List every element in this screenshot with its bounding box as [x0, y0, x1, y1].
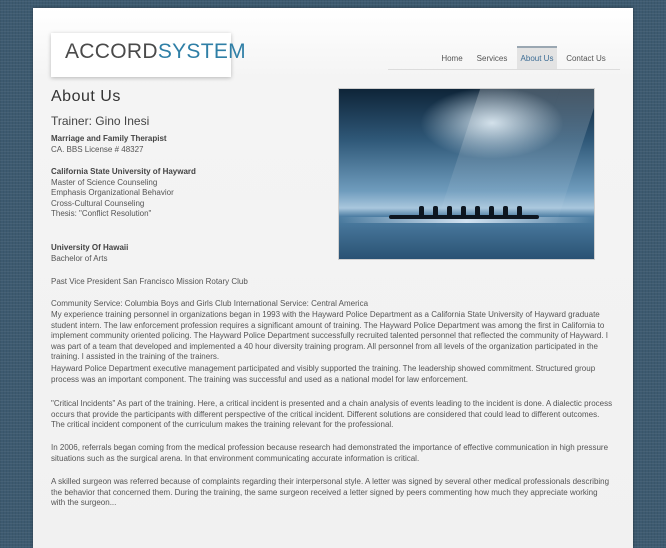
paragraph-2: Hayward Police Department executive management participated and visibly supported the training. The leadership showed commitment. Structured group process was an important component. The training was successful and used as a national model for law enforcement. — [51, 364, 596, 384]
license-text: CA. BBS License # 48327 — [51, 145, 144, 154]
page-title: About Us — [51, 88, 121, 105]
nav-underline — [388, 69, 620, 70]
nav-contact-us[interactable]: Contact Us — [566, 54, 606, 63]
trainer-heading: Trainer: Gino Inesi — [51, 114, 150, 128]
emphasis-text: Emphasis Organizational Behavior — [51, 188, 174, 197]
rowing-photo — [338, 88, 595, 260]
cross-cultural-text: Cross-Cultural Counseling — [51, 199, 145, 208]
paragraph-3b: The critical incident component of the curriculum makes the training relevant for the professional. — [51, 420, 394, 429]
nav-services[interactable]: Services — [476, 54, 508, 63]
logo-text — [65, 40, 246, 64]
degree2-text: Bachelor of Arts — [51, 254, 108, 263]
paragraph-4: In 2006, referrals began coming from the medical profession because research had demonstrated the importance of effective communication in high pressure situations such as the surgical arena. In that environment communicating accurate information is critical. — [51, 443, 609, 463]
thesis-text: Thesis: "Conflict Resolution" — [51, 209, 152, 218]
rower — [419, 206, 424, 216]
degree1-text: Master of Science Counseling — [51, 178, 158, 187]
paragraph-3: "Critical Incidents" As part of the training. Here, a critical incident is presented and a chain analysis of events leading to the incident is done. A dialectic process occurs that provide the participants with different perspective of the critical incident. Different solutions are considered that could lead to different outcomes. — [51, 399, 613, 419]
rower — [517, 206, 522, 216]
nav-home[interactable]: Home — [441, 54, 463, 63]
logo-part-system: SYSTEM — [157, 40, 246, 63]
role-text: Marriage and Family Therapist — [51, 134, 167, 143]
rower — [489, 206, 494, 216]
paragraph-1: My experience training personnel in organizations began in 1993 with the Hayward Police Department as a California State University of Hayward graduate student intern. The law enforcement profession requires a significant amount of training. The Hayward Police Department was among the first in California to implement community oriented policing. The Hayward Police Department successfully recruited talented personnel that reflected the community of Hayward. I was part of a team that developed and implemented a 40 hour diversity training program. All personnel from all levels of the organization participated in the training. I assisted in the training of the trainers. — [51, 310, 609, 361]
paragraph-5: A skilled surgeon was referred because of complaints regarding their interpersonal style. A letter was signed by several other medical professionals describing the behavior that concerned them. During the training, the same surgeon received a letter signed by peers commenting how much they appreciate working with the surgeon... — [51, 477, 610, 507]
logo[interactable] — [51, 33, 246, 77]
rower — [433, 206, 438, 216]
rower — [475, 206, 480, 216]
rower — [503, 206, 508, 216]
logo-part-accord: ACCORD — [65, 40, 158, 63]
rower — [461, 206, 466, 216]
community-text: Community Service: Columbia Boys and Girls Club International Service: Central America — [51, 299, 369, 308]
rotary-text: Past Vice President San Francisco Mission Rotary Club — [51, 277, 248, 286]
university1-text: California State University of Hayward — [51, 167, 196, 176]
university2-text: University Of Hawaii — [51, 243, 129, 252]
page-container — [33, 8, 633, 548]
nav-about-us[interactable]: About Us — [517, 46, 557, 70]
rower — [447, 206, 452, 216]
